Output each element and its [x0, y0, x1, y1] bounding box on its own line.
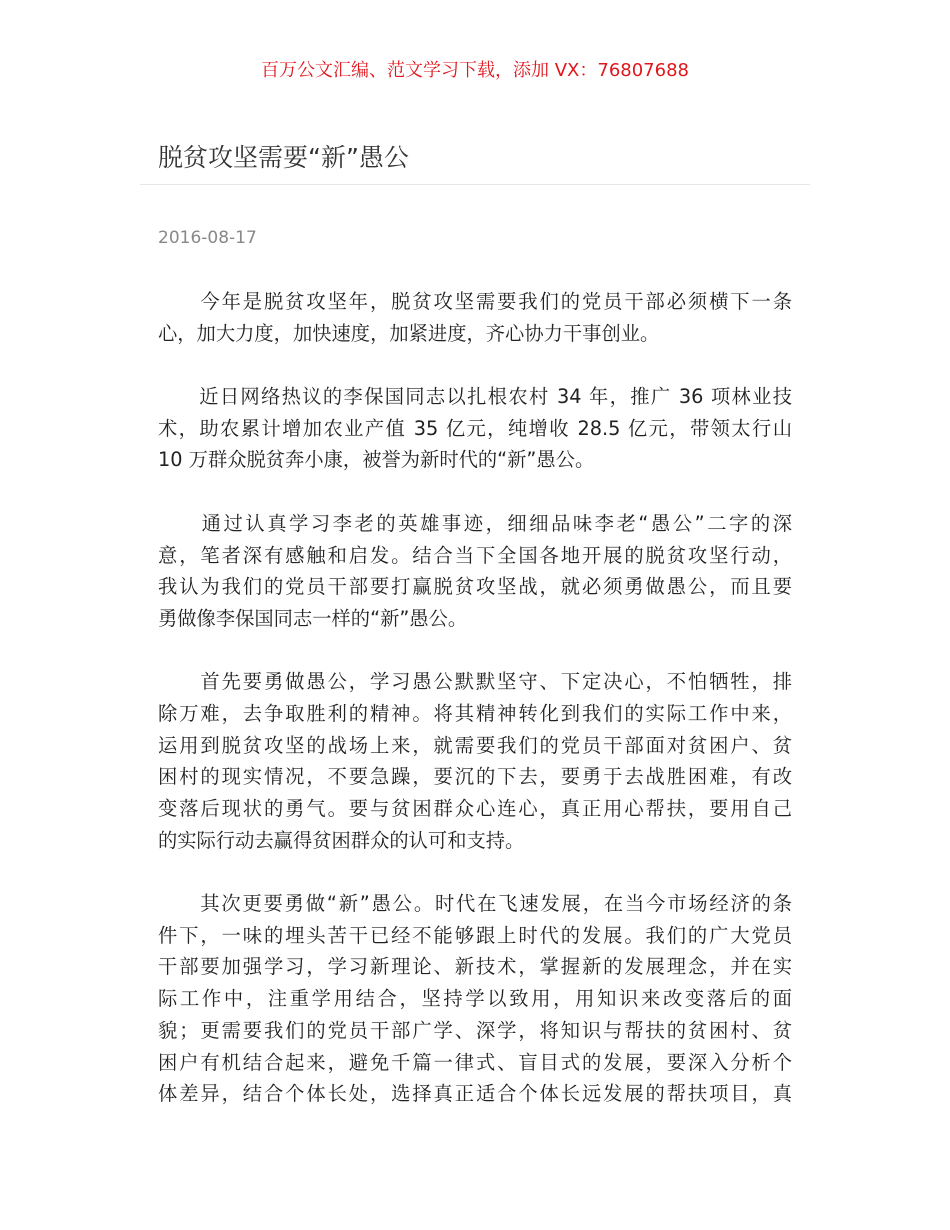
paragraph-line: 运用到脱贫攻坚的战场上来，就需要我们的党员干部面对贫困户、贫	[158, 733, 792, 757]
article-date: 2016-08-17	[158, 228, 257, 248]
paragraph-line: 体差异，结合个体长处，选择真正适合个体长远发展的帮扶项目，真	[158, 1082, 792, 1106]
paragraph-line: 我认为我们的党员干部要打赢脱贫攻坚战，就必须勇做愚公，而且要	[158, 575, 792, 599]
paragraph-line: 首先要勇做愚公，学习愚公默默坚守、下定决心，不怕牺牲，排	[158, 670, 792, 694]
paragraph-line: 件下，一味的埋头苦干已经不能够跟上时代的发展。我们的广大党员	[158, 923, 792, 947]
paragraph	[158, 286, 792, 349]
paragraph-line: 术，助农累计增加农业产值 35 亿元，纯增收 28.5 亿元，带领太行山	[158, 416, 792, 440]
promo-banner: 百万公文汇编、范文学习下载，添加 VX：76807688	[261, 60, 689, 81]
paragraph-line: 今年是脱贫攻坚年，脱贫攻坚需要我们的党员干部必须横下一条	[158, 290, 792, 313]
paragraph-line: 其次更要勇做“新”愚公。时代在飞速发展，在当今市场经济的条	[158, 892, 792, 916]
paragraph-line: 近日网络热议的李保国同志以扎根农村 34 年，推广 36 项林业技	[158, 385, 792, 409]
paragraph	[158, 381, 792, 476]
title-divider	[140, 184, 810, 185]
paragraph	[158, 508, 792, 635]
paragraph-line: 变落后现状的勇气。要与贫困群众心连心，真正用心帮扶，要用自己	[158, 797, 792, 820]
paragraph-line: 勇做像李保国同志一样的“新”愚公。	[158, 606, 468, 630]
paragraph-line: 心，加大力度，加快速度，加紧进度，齐心协力干事创业。	[158, 321, 660, 345]
paragraph-line: 干部要加强学习，学习新理论、新技术，掌握新的发展理念，并在实	[158, 955, 792, 979]
paragraph-line: 通过认真学习李老的英雄事迹，细细品味李老“愚公”二字的深	[158, 511, 792, 535]
paragraph-line: 意，笔者深有感触和启发。结合当下全国各地开展的脱贫攻坚行动，	[158, 543, 792, 567]
paragraph-line: 的实际行动去赢得贫困群众的认可和支持。	[158, 828, 525, 852]
article-body	[158, 286, 792, 1142]
paragraph-line: 困村的现实情况，不要急躁，要沉的下去，要勇于去战胜困难，有改	[158, 765, 792, 789]
paragraph	[158, 666, 792, 856]
paragraph-line: 困户有机结合起来，避免千篇一律式、盲目式的发展，要深入分析个	[158, 1050, 792, 1074]
article-title: 脱贫攻坚需要“新”愚公	[158, 143, 409, 172]
paragraph-line: 10 万群众脱贫奔小康，被誉为新时代的“新”愚公。	[158, 448, 595, 472]
paragraph-line: 际工作中，注重学用结合，坚持学以致用，用知识来改变落后的面	[158, 987, 792, 1011]
paragraph	[158, 888, 792, 1110]
paragraph-line: 貌；更需要我们的党员干部广学、深学，将知识与帮扶的贫困村、贫	[158, 1018, 792, 1042]
paragraph-line: 除万难，去争取胜利的精神。将其精神转化到我们的实际工作中来，	[158, 701, 792, 725]
